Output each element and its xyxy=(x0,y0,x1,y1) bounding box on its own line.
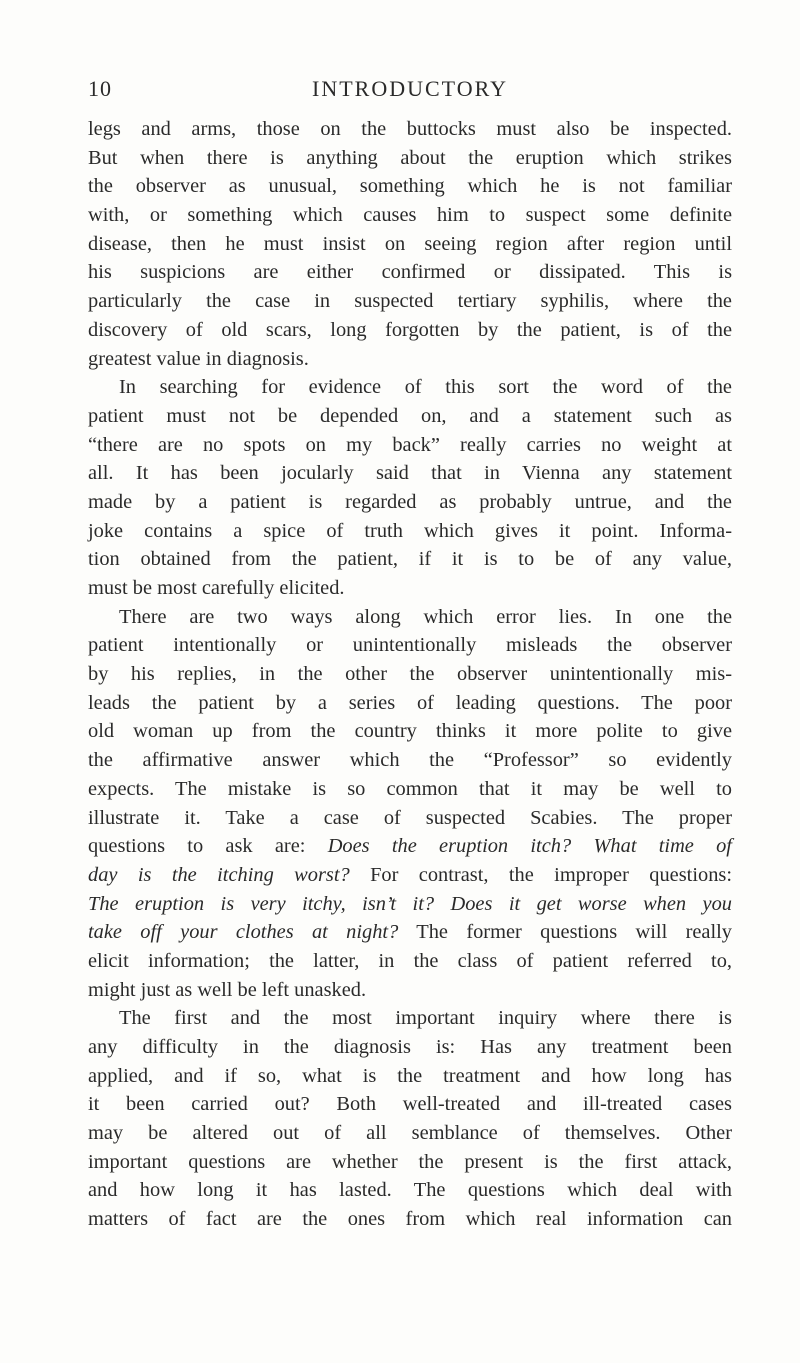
text-line: particularly the case in suspected tertiary syphilis, where the xyxy=(88,290,732,313)
text-line: and how long it has lasted. The questions which deal with xyxy=(88,1179,732,1202)
running-title: INTRODUCTORY xyxy=(312,76,508,101)
italic-question: Does it get worse when you xyxy=(450,892,732,915)
italic-question: day is the itching worst? xyxy=(88,863,350,886)
text-line: tion obtained from the patient, if it is to be of any value, xyxy=(88,548,732,571)
text-line: illustrate it. Take a case of suspected Scabies. The proper xyxy=(88,806,732,829)
text-line: elicit information; the latter, in the class of patient referred to, xyxy=(88,949,732,972)
text-line: all. It has been jocularly said that in Vienna any statement xyxy=(88,462,732,485)
text-line: expects. The mistake is so common that it may be well to xyxy=(88,777,732,800)
text-line xyxy=(88,890,732,919)
text-line: discovery of old scars, long forgotten by the patient, is of the xyxy=(88,318,732,341)
text-line: may be altered out of all semblance of themselves. Other xyxy=(88,1122,732,1145)
paragraph-start-line: In searching for evidence of this sort the word of the xyxy=(119,376,732,399)
text-line: must be most carefully elicited. xyxy=(88,577,345,599)
paragraph-start-line: The first and the most important inquiry where there is xyxy=(119,1007,732,1030)
text-fragment: The former questions will really xyxy=(416,921,732,944)
text-line: disease, then he must insist on seeing region after region until xyxy=(88,232,732,255)
paragraph-start-line: There are two ways along which error lies. In one the xyxy=(119,605,732,628)
italic-question: What time of xyxy=(593,835,732,858)
running-head xyxy=(88,76,732,106)
text-line: joke contains a spice of truth which gives it point. Informa- xyxy=(88,519,732,542)
text-line xyxy=(88,832,732,861)
text-line: patient intentionally or unintentionally misleads the observer xyxy=(88,634,732,657)
text-line: patient must not be depended on, and a statement such as xyxy=(88,404,732,427)
text-line: old woman up from the country thinks it more polite to give xyxy=(88,720,732,743)
text-line xyxy=(88,861,732,890)
text-line: “there are no spots on my back” really carries no weight at xyxy=(88,433,732,456)
italic-question: take off your clothes at night? xyxy=(88,921,399,944)
text-line: the affirmative answer which the “Professor” so evidently xyxy=(88,749,732,772)
italic-question: The eruption is very itchy, isn’t it? xyxy=(88,892,435,915)
text-line: applied, and if so, what is the treatment and how long has xyxy=(88,1064,732,1087)
text-line: by his replies, in the other the observer unintentionally mis- xyxy=(88,663,732,686)
text-line: matters of fact are the ones from which real information can xyxy=(88,1208,732,1231)
page-number: 10 xyxy=(88,76,112,101)
text-line: his suspicions are either confirmed or dissipated. This is xyxy=(88,261,732,284)
text-line: might just as well be left unasked. xyxy=(88,978,367,1001)
text-line: important questions are whether the present is the first attack, xyxy=(88,1150,732,1173)
text-line: with, or something which causes him to suspect some definite xyxy=(88,204,732,227)
body-text xyxy=(88,115,732,1234)
text-line: it been carried out? Both well-treated and ill-treated cases xyxy=(88,1093,732,1116)
text-fragment: For contrast, the improper questions: xyxy=(370,863,732,886)
text-line: leads the patient by a series of leading questions. The poor xyxy=(88,691,732,714)
text-line: legs and arms, those on the buttocks must also be inspected. xyxy=(88,118,732,140)
text-line: the observer as unusual, something which he is not familiar xyxy=(88,175,732,198)
text-line xyxy=(88,918,732,947)
italic-question: Does the eruption itch? xyxy=(327,835,572,858)
text-fragment: questions to ask are: xyxy=(88,835,306,858)
text-line: greatest value in diagnosis. xyxy=(88,347,309,370)
text-line: any difficulty in the diagnosis is: Has any treatment been xyxy=(88,1036,732,1058)
text-line: made by a patient is regarded as probably untrue, and the xyxy=(88,490,732,513)
text-line: But when there is anything about the eruption which strikes xyxy=(88,146,732,169)
